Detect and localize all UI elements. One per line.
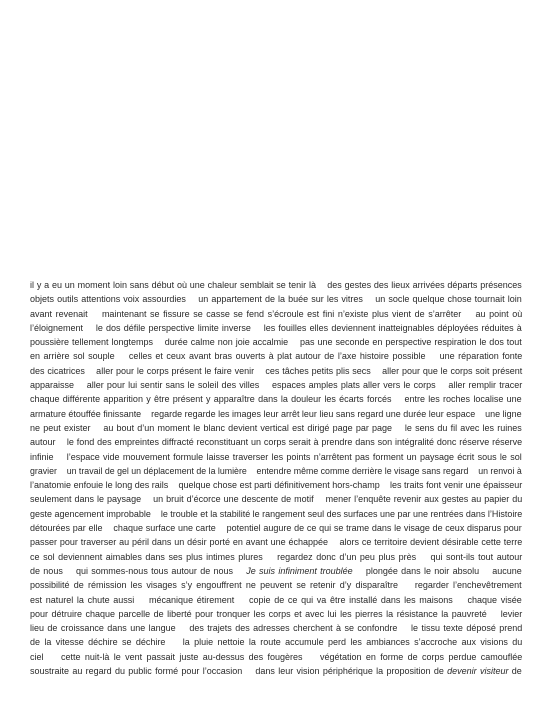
italic-phrase: Je suis infiniment troublée: [246, 565, 353, 576]
text-run: l’anatomie enfouie le long des rails quelque chose est parti définitivement hors-champ les traits font venir une épaisseur: [30, 480, 523, 491]
text-run: de la vitesse déchire se déchire la pluie nettoie la route accumule perd les ambiances s’accroche aux visions du: [30, 637, 523, 648]
text-run: des cicatrices aller pour le corps présent le faire venir ces tâches petits plis secs aller pour que le corps soit présent: [30, 365, 523, 376]
text-run: soustraite au regard du public formé pour l’occasion dans leur vision périphérique la proposition de: [30, 666, 448, 677]
text-line: [30, 578, 522, 592]
text-line: [30, 564, 522, 578]
text-line: [30, 450, 522, 464]
text-run: est naturel la chute aussi mécanique étirement copie de ce qui va être installé dans les maisons chaque visée: [30, 594, 522, 605]
text-line: [30, 550, 522, 564]
text-run: pour détruire chaque parcelle de liberté pour tronquer les corps et avec lui les pierres la résistance la pauvreté levier: [30, 608, 523, 619]
text-line: [30, 635, 522, 649]
text-line: [30, 378, 522, 392]
text-line: [30, 535, 522, 549]
text-run: ne peut exister au bout d’un moment le blanc devient vertical est dirigé page par page le sens du fil avec les ruines: [30, 422, 522, 433]
text-run: détourées par elle chaque surface une carte potentiel augure de ce qui se trame dans le visage de ceux disparus pour: [30, 523, 522, 534]
body-text: [30, 278, 522, 678]
text-line: [30, 321, 522, 335]
text-line: [30, 607, 522, 621]
text-run: apparaisse aller pour lui sentir sans le soleil des villes espaces amples plats aller vers le corps aller remplir tracer: [30, 380, 523, 391]
text-run: de nous qui sommes-nous tous autour de nous: [30, 565, 247, 576]
text-run: infinie l’espace vide mouvement formule laisse traverser les points n’arrêtent pas forment un paysage écrit sous le sol: [30, 451, 522, 462]
text-run: l’éloignement le dos défile perspective limite inverse les fouilles elles deviennent inatteignables déployées réduites à: [30, 322, 522, 333]
text-line: [30, 650, 522, 664]
italic-phrase: devenir visiteur: [447, 666, 509, 677]
text-run: seulement dans le paysage un bruit d’écorce une descente de motif mener l’enquête revenir aux gestes au papier du: [30, 494, 523, 505]
text-run: en arrière sol souple celles et ceux avant bras ouverts à plat autour de l’axe histoire possible une réparation fonte: [30, 351, 523, 362]
text-line: [30, 292, 522, 306]
text-line: [30, 278, 522, 292]
text-line: [30, 349, 522, 363]
text-run: lieu de croissance dans une langue des trajets des adresses cherchent à se confondre le tissu texte déposé prend: [30, 623, 523, 634]
text-run: armature étouffée finissante regarde regarde les images leur arrêt leur lieu sans regard une durée leur espace une ligne: [30, 408, 522, 419]
text-run: il y a eu un moment loin sans début où une chaleur semblait se tenir là des gestes des lieux arrivées départs présences: [30, 280, 522, 290]
text-line: [30, 507, 521, 521]
text-line: [30, 435, 522, 449]
text-line: [30, 593, 522, 607]
text-run: chaque différente apparition y être présent y apparaître dans la douleur les écarts forcés entre les roches localise une: [30, 394, 522, 405]
text-run: de: [508, 666, 522, 677]
text-run: gravier un travail de gel un déplacement de la lumière entendre même comme derrière le visage sans regard un renvoi à: [30, 465, 522, 476]
text-line: [30, 621, 522, 635]
text-run: passer pour traverser au péril dans un désir porté en avant une échappée alors ce territoire devient désirable cette terre: [30, 537, 523, 548]
text-line: [30, 521, 522, 535]
text-run: geste agencement improbable le trouble et la stabilité le rangement seul des surfaces une par une rentrées dans l’Histoire: [30, 508, 523, 519]
text-run: poussière tellement longtemps durée calme non joie accalmie pas une seconde en perspective respiration le dos tout: [30, 337, 522, 348]
text-run: autour le fond des empreintes diffracté reconstituant un corps serait à prendre dans son intégralité donc réserve réserve: [30, 437, 523, 448]
text-line: [30, 335, 522, 349]
text-line: [30, 664, 522, 678]
text-line: [30, 478, 522, 492]
text-line: [30, 307, 522, 321]
text-run: ciel cette nuit-là le vent passait juste au-dessus des fougères végétation en forme de corps perdue camouflée: [30, 651, 523, 662]
text-run: avant revenait maintenant se fissure se casse se fend s’écroule est fini n’existe plus vient de s’arrêter au point où: [30, 308, 523, 319]
text-line: [30, 407, 521, 421]
text-line: [30, 364, 522, 378]
text-line: [30, 392, 522, 406]
text-run: ce sol deviennent aimables dans ses plus intimes plures regardez donc d’un peu plus près qui sont-ils tout autour: [30, 551, 523, 562]
text-line: [30, 421, 522, 435]
text-line: [30, 464, 522, 478]
text-line: [30, 492, 522, 506]
text-run: objets outils attentions voix assourdies un appartement de la buée sur les vitres un socle quelque chose tournait loin: [30, 294, 522, 305]
text-run: plongée dans le noir absolu aucune: [352, 565, 522, 576]
text-run: possibilité de rémission les visages s’y engouffrent ne peuvent se retenir d’y disparaître regarder l’enchevêtrement: [30, 580, 522, 591]
